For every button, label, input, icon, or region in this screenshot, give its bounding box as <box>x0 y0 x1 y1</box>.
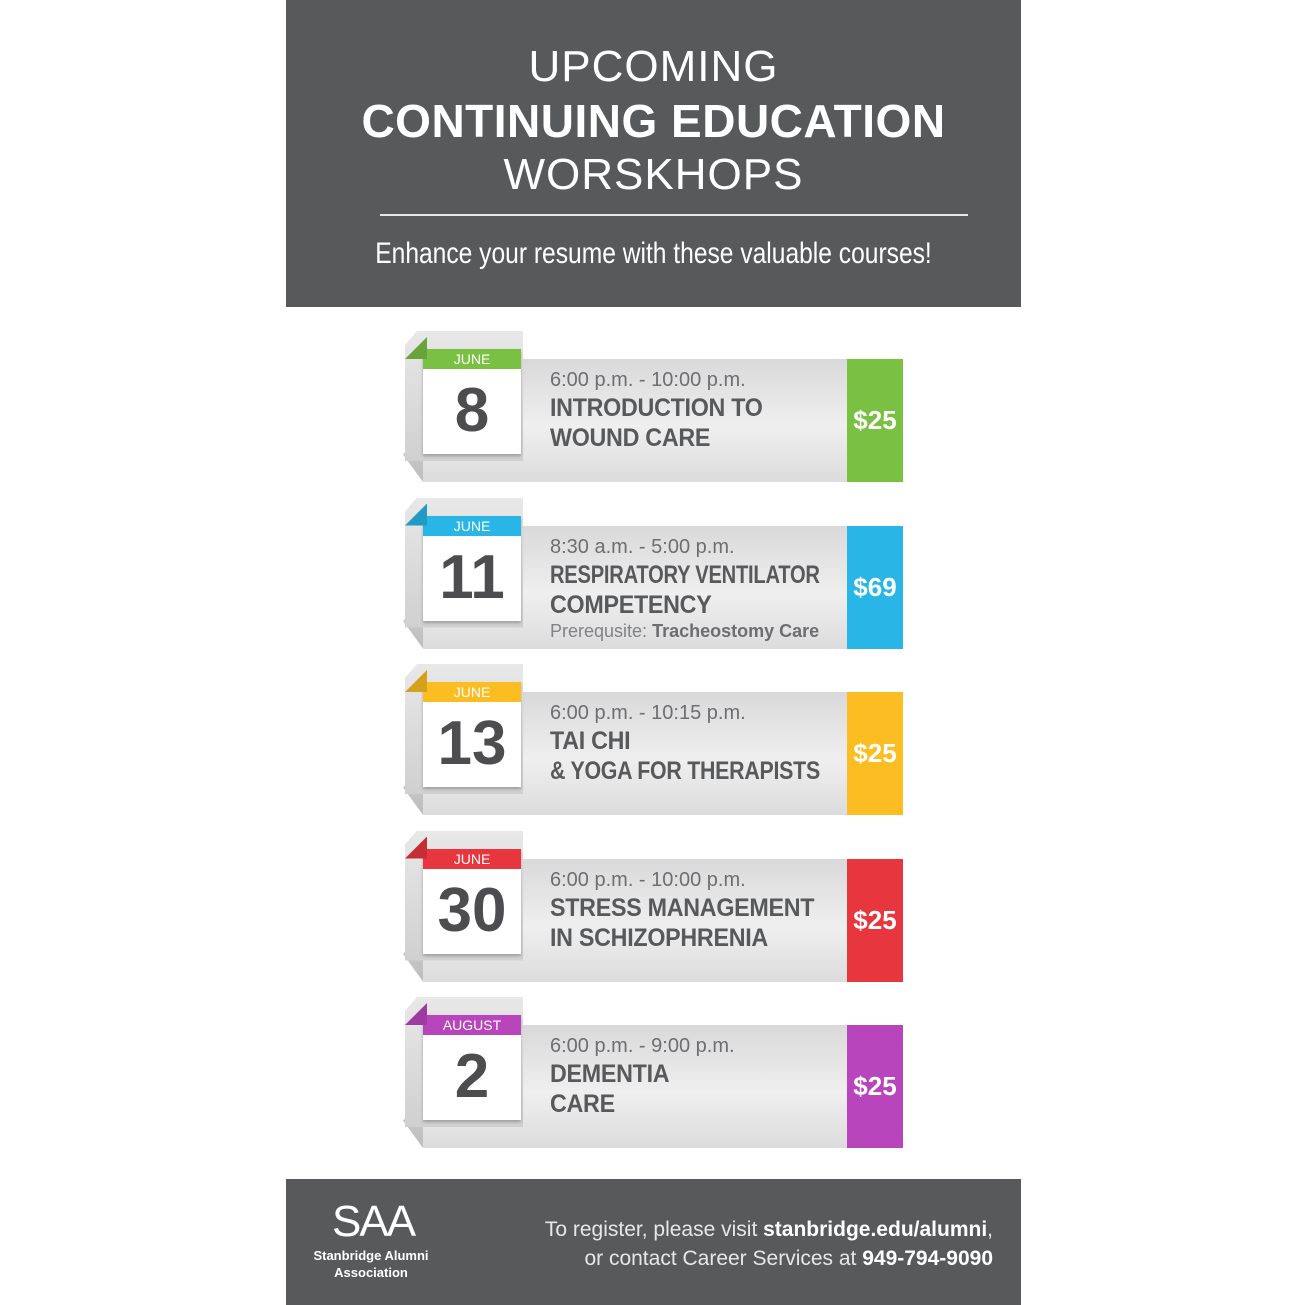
workshop-month: JUNE <box>423 682 521 702</box>
workshop-price: $69 <box>847 526 903 649</box>
workshop-info <box>550 1033 840 1119</box>
workshop-title-line2: IN SCHIZOPHRENIA <box>550 923 768 952</box>
workshop-title <box>550 1059 840 1119</box>
workshop-info <box>550 700 840 786</box>
workshop-row <box>403 831 903 983</box>
contact-comma: , <box>987 1218 993 1241</box>
workshop-month: JUNE <box>423 516 521 536</box>
workshop-row <box>403 498 903 650</box>
calendar-icon <box>423 349 521 454</box>
header-banner <box>286 0 1021 307</box>
calendar-icon <box>423 849 521 954</box>
workshop-month: JUNE <box>423 849 521 869</box>
register-link[interactable]: stanbridge.edu/alumni <box>763 1218 988 1241</box>
workshop-title-line2: WOUND CARE <box>550 424 711 452</box>
calendar-icon <box>423 682 521 787</box>
workshop-title <box>550 393 840 453</box>
workshop-price: $25 <box>847 692 903 815</box>
workshop-title <box>550 893 840 953</box>
workshop-title-line1: TAI CHI <box>550 727 631 755</box>
workshop-month: AUGUST <box>423 1015 521 1035</box>
workshop-row <box>403 997 903 1149</box>
workshop-title-line1: STRESS MANAGEMENT <box>550 893 815 922</box>
workshop-day: 8 <box>454 376 490 445</box>
workshop-price: $25 <box>847 359 903 482</box>
saa-logo: SAA <box>332 1197 415 1246</box>
workshop-day: 11 <box>439 542 505 612</box>
workshop-title-line2: COMPETENCY <box>550 590 712 619</box>
workshop-day: 30 <box>437 875 507 945</box>
workshop-title <box>550 726 840 786</box>
workshop-day: 13 <box>437 709 507 778</box>
workshop-title <box>550 560 840 620</box>
header-line-upcoming: UPCOMING <box>528 42 779 91</box>
workshop-row <box>403 664 903 816</box>
contact-phone[interactable]: 949-794-9090 <box>862 1247 993 1270</box>
header-tagline: Enhance your resume with these valuable courses! <box>375 237 932 270</box>
workshop-title-line1: INTRODUCTION TO <box>550 394 763 422</box>
prereq-label: Prerequsite: <box>550 620 648 641</box>
header-divider <box>380 214 968 216</box>
prereq-value: Tracheostomy Care <box>652 620 820 641</box>
calendar-icon <box>423 1015 521 1120</box>
workshop-title-line2: & YOGA FOR THERAPISTS <box>550 757 820 785</box>
contact-pre-text: To register, please visit <box>544 1218 764 1241</box>
org-name <box>306 1247 436 1281</box>
workshop-time: 6:00 p.m. - 10:00 p.m. <box>550 369 746 391</box>
workshop-time: 6:00 p.m. - 9:00 p.m. <box>550 1035 735 1057</box>
workshop-time: 6:00 p.m. - 10:00 p.m. <box>550 868 746 891</box>
workshop-info <box>550 534 840 642</box>
workshop-info <box>550 867 840 953</box>
workshop-info <box>550 367 840 453</box>
contact-line1 <box>473 1215 993 1244</box>
workshop-title-line2: CARE <box>550 1090 615 1118</box>
contact-line2 <box>473 1244 993 1273</box>
workshop-time: 8:30 a.m. - 5:00 p.m. <box>550 535 735 558</box>
workshop-day: 2 <box>454 1042 490 1111</box>
header-line-continuing-education: CONTINUING EDUCATION <box>361 95 946 147</box>
org-name-line2: Association <box>334 1265 408 1280</box>
workshop-month: JUNE <box>423 349 521 369</box>
workshop-row <box>403 331 903 483</box>
workshop-title-line1: RESPIRATORY VENTILATOR <box>550 560 820 589</box>
org-name-line1: Stanbridge Alumni <box>313 1248 429 1263</box>
workshop-title-line1: DEMENTIA <box>550 1060 670 1088</box>
workshop-time: 6:00 p.m. - 10:15 p.m. <box>550 702 746 724</box>
footer-banner <box>286 1179 1021 1305</box>
header-line-workshops: WORSKHOPS <box>503 150 804 199</box>
contact-info <box>473 1215 993 1273</box>
calendar-icon <box>423 516 521 621</box>
workshop-price: $25 <box>847 1025 903 1148</box>
workshop-price: $25 <box>847 859 903 982</box>
contact-pre-text-2: or contact Career Services at <box>584 1247 863 1270</box>
workshop-prerequisite <box>550 620 840 642</box>
